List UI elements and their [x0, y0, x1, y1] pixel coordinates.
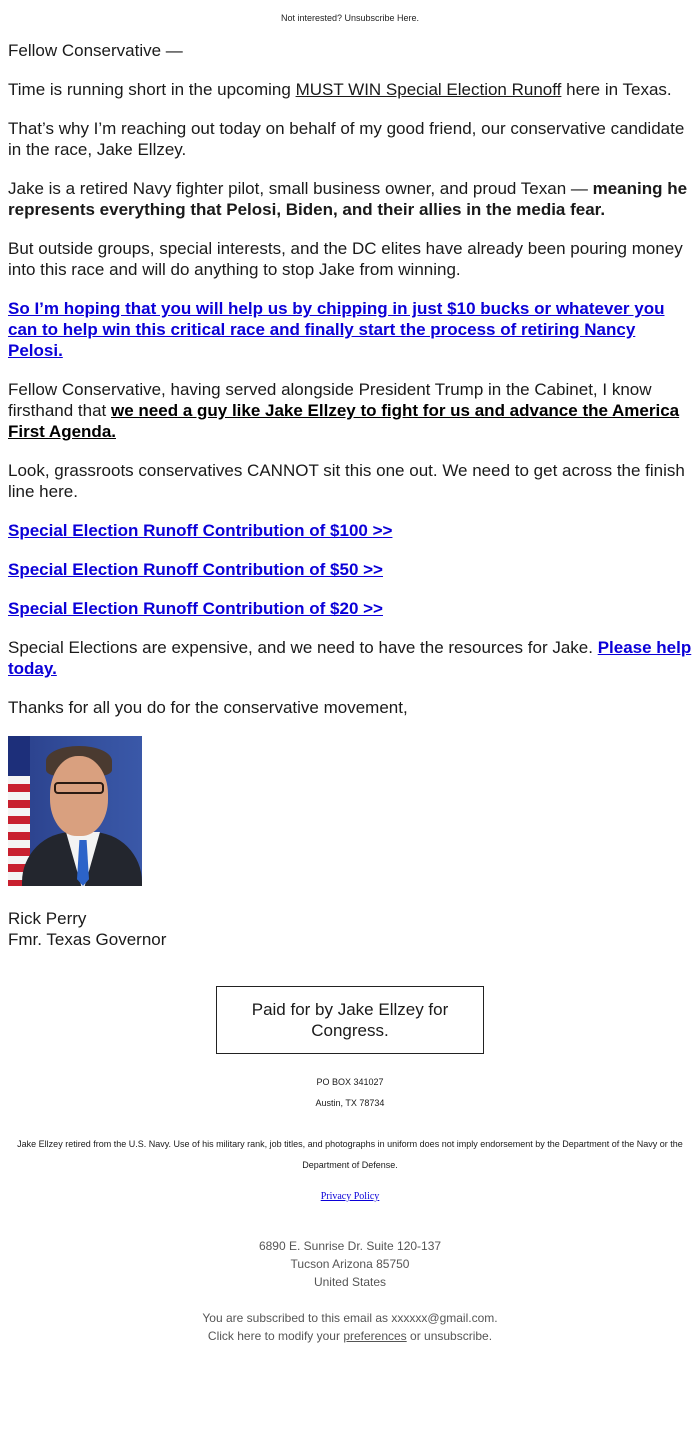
paragraph-7: Look, grassroots conservatives CANNOT sit this one out. We need to get across the finish line here.	[8, 461, 685, 501]
footer-address-line1: 6890 E. Sunrise Dr. Suite 120-137	[258, 1239, 442, 1253]
paid-for-box	[216, 986, 484, 1054]
paragraph-1	[8, 79, 692, 100]
navy-disclaimer: Jake Ellzey retired from the U.S. Navy. Use of his military rank, job titles, and photographs in uniform does not imply endorsement by the Department of the Navy or the Department of Defense.	[17, 1139, 683, 1170]
signature	[8, 908, 692, 950]
must-win-text: MUST WIN Special Election Runoff	[295, 80, 562, 99]
signature-name: Rick Perry	[8, 909, 87, 928]
footer-subscription	[0, 1309, 700, 1345]
paragraph-6	[8, 379, 692, 442]
paragraph-2: That’s why I’m reaching out today on behalf of my good friend, our conservative candidate in the race, Jake Ellzey.	[8, 119, 685, 159]
paragraph-4: But outside groups, special interests, and the DC elites have already been pouring money into this race and will do anything to stop Jake from winning.	[8, 239, 683, 279]
subscribed-text: You are subscribed to this email as xxxxxx@gmail.com.	[202, 1311, 498, 1325]
footer-address-line3: United States	[313, 1275, 387, 1289]
p6-text-pre: Fellow Conservative, having served alongside President Trump in the Cabinet, I know firsthand that	[8, 380, 652, 420]
privacy-row	[0, 1186, 700, 1207]
paid-for-text: Paid for by Jake Ellzey for Congress.	[251, 1000, 449, 1040]
modify-post: or unsubscribe.	[406, 1329, 493, 1343]
paragraph-3	[8, 178, 692, 220]
greeting: Fellow Conservative —	[8, 41, 183, 60]
po-box: PO BOX 341027	[316, 1077, 384, 1087]
please-help-link[interactable]: Please help today.	[8, 638, 692, 678]
privacy-policy-link[interactable]: Privacy Policy	[320, 1191, 380, 1202]
modify-pre: Click here to modify your	[207, 1329, 344, 1343]
modify-preferences-row	[0, 1327, 700, 1345]
contribute-100-link[interactable]: Special Election Runoff Contribution of $100 >>	[8, 521, 393, 540]
closing: Thanks for all you do for the conservative movement,	[8, 698, 408, 717]
america-first-link[interactable]: we need a guy like Jake Ellzey to fight for us and advance the America First Agenda.	[8, 401, 680, 441]
contrib-50-row	[8, 559, 692, 580]
p1-text-pre: Time is running short in the upcoming	[8, 80, 296, 99]
contribute-50-link[interactable]: Special Election Runoff Contribution of $50 >>	[8, 560, 383, 579]
po-city: Austin, TX 78734	[315, 1098, 385, 1108]
face-shape	[50, 756, 108, 836]
glasses-shape	[54, 782, 104, 794]
contrib-100-row	[8, 520, 692, 541]
footer-address-line2: Tucson Arizona 85750	[290, 1257, 410, 1271]
unsubscribe-note[interactable]: Not interested? Unsubscribe Here.	[280, 13, 420, 23]
footer-address	[0, 1237, 700, 1291]
rick-perry-photo	[8, 736, 142, 886]
chip-in-link[interactable]: So I’m hoping that you will help us by chipping in just $10 bucks or whatever you can to help win this critical race and finally start the process of retiring Nancy Pelosi.	[8, 299, 665, 360]
contrib-20-row	[8, 598, 692, 619]
paragraph-8	[8, 637, 692, 679]
flag-canton	[8, 736, 30, 776]
paragraph-5	[8, 298, 692, 361]
p3-bold-text: meaning he represents everything that Pelosi, Biden, and their allies in the media fear.	[8, 179, 688, 219]
p8-text-pre: Special Elections are expensive, and we need to have the resources for Jake.	[8, 638, 598, 657]
email-body	[0, 40, 700, 950]
p1-text-post: here in Texas.	[561, 80, 672, 99]
signature-title: Fmr. Texas Governor	[8, 930, 167, 949]
p3-text-pre: Jake is a retired Navy fighter pilot, small business owner, and proud Texan —	[8, 179, 593, 198]
contribute-20-link[interactable]: Special Election Runoff Contribution of $20 >>	[8, 599, 383, 618]
preferences-link[interactable]: preferences	[343, 1329, 407, 1343]
